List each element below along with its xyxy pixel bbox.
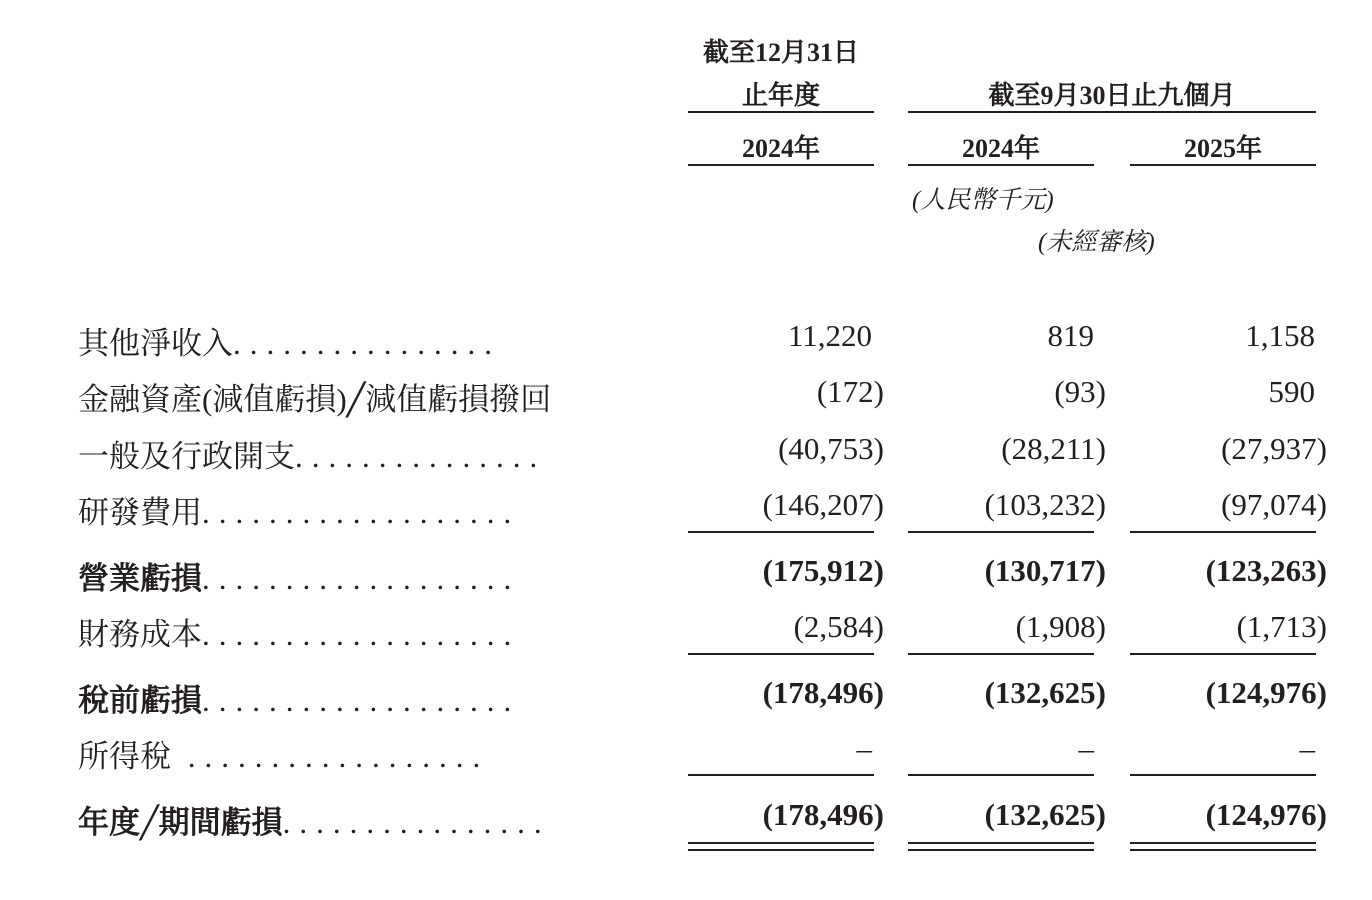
- value-finance-costs-2024-9m: [912, 609, 1106, 645]
- row-label-text: 稅前虧損: [78, 683, 202, 718]
- value-finance-costs-2025-9m: [1133, 609, 1327, 645]
- value-text: (123,263): [1205, 553, 1327, 588]
- row-label-text: 一般及行政開支: [78, 439, 295, 474]
- subtotal-rule: [908, 531, 1094, 533]
- value-rnd-2024-9m: [912, 487, 1106, 523]
- row-label-loss-before-tax: [78, 675, 520, 720]
- col1-title-line1: 截至12月31日: [702, 38, 859, 67]
- total-double-rule-bottom: [908, 849, 1094, 851]
- subtotal-rule: [1130, 653, 1316, 655]
- col1-title-line2: 止年度: [741, 81, 820, 110]
- value-other-net-income-2025-9m: 1,158: [1245, 318, 1315, 353]
- value-text: (1,713): [1236, 609, 1327, 644]
- col2-year: 2024年: [961, 134, 1040, 163]
- row-label-text: 所得稅: [78, 739, 171, 774]
- leader-dots: ...................: [202, 495, 521, 530]
- row-label-text: 財務成本: [78, 617, 202, 652]
- row-label-impairment: [78, 374, 551, 419]
- value-text: (146,207): [762, 487, 884, 522]
- value-operating-loss-2024-9m: [912, 553, 1106, 589]
- leader-dots: ..................: [171, 739, 490, 774]
- value-text: (175,912): [762, 553, 884, 588]
- subtotal-rule: [908, 774, 1094, 776]
- total-double-rule-top: [688, 842, 874, 844]
- subtotal-rule: [688, 531, 874, 533]
- value-text: (178,496): [762, 675, 884, 710]
- value-text: (130,717): [984, 553, 1106, 588]
- value-admin-2024-9m: [912, 431, 1106, 467]
- leader-dots: ...................: [202, 617, 521, 652]
- value-text: (132,625): [984, 797, 1106, 832]
- total-double-rule-bottom: [1130, 849, 1316, 851]
- subtotal-rule: [1130, 531, 1316, 533]
- value-other-net-income-2024fy: 11,220: [787, 318, 872, 353]
- row-label-admin-expenses: [78, 431, 546, 476]
- group-title-rule: [908, 111, 1316, 113]
- col3-year: 2025年: [1183, 134, 1262, 163]
- value-loss-before-tax-2024fy: [690, 675, 884, 711]
- value-operating-loss-2024fy: [690, 553, 884, 589]
- value-loss-before-tax-2025-9m: [1133, 675, 1327, 711]
- value-admin-2025-9m: [1133, 431, 1327, 467]
- value-finance-costs-2024fy: [690, 609, 884, 645]
- value-operating-loss-2025-9m: [1133, 553, 1327, 589]
- subtotal-rule: [688, 653, 874, 655]
- value-text: (28,211): [1001, 431, 1106, 466]
- leader-dots: ...................: [202, 561, 521, 596]
- value-text: (93): [1054, 374, 1106, 409]
- leader-dots: ................: [233, 326, 501, 361]
- value-income-tax-2024fy: –: [856, 731, 872, 766]
- group-title: 截至9月30日止九個月: [988, 81, 1236, 110]
- value-text: (27,937): [1221, 431, 1327, 466]
- value-impairment-2024fy: [690, 374, 884, 410]
- col3-year-rule: [1130, 164, 1316, 166]
- currency-note: (人民幣千元): [912, 187, 1054, 214]
- row-label-loss-for-period: [78, 797, 551, 842]
- value-income-tax-2025-9m: –: [1299, 731, 1315, 766]
- leader-dots: ................: [282, 805, 551, 840]
- value-impairment-2025-9m: 590: [1268, 374, 1315, 409]
- value-other-net-income-2024-9m: 819: [1047, 318, 1094, 353]
- value-text: (1,908): [1015, 609, 1106, 644]
- value-text: (97,074): [1221, 487, 1327, 522]
- value-rnd-2025-9m: [1133, 487, 1327, 523]
- row-label-text: 金融資產(減值虧損)╱減值虧損撥回: [78, 382, 552, 417]
- value-text: (124,976): [1205, 797, 1327, 832]
- value-rnd-2024fy: [690, 487, 884, 523]
- row-label-text: 年度╱期間虧損: [78, 805, 283, 840]
- subtotal-rule: [1130, 774, 1316, 776]
- value-text: (172): [816, 374, 884, 409]
- value-impairment-2024-9m: [912, 374, 1106, 410]
- value-text: (2,584): [793, 609, 884, 644]
- value-loss-for-period-2025-9m: [1133, 797, 1327, 833]
- col1-year: 2024年: [741, 134, 820, 163]
- value-admin-2024fy: [690, 431, 884, 467]
- value-text: (124,976): [1205, 675, 1327, 710]
- value-text: (40,753): [778, 431, 884, 466]
- row-label-text: 其他淨收入: [78, 326, 233, 361]
- row-label-operating-loss: [78, 553, 520, 598]
- row-label-other-net-income: [78, 318, 501, 363]
- subtotal-rule: [908, 653, 1094, 655]
- unaudited-note: (未經審核): [1038, 229, 1155, 256]
- col1-title-rule: [688, 111, 874, 113]
- leader-dots: ...................: [202, 683, 521, 718]
- value-loss-for-period-2024-9m: [912, 797, 1106, 833]
- leader-dots: ...............: [295, 439, 547, 474]
- row-label-rnd-expenses: [78, 487, 520, 532]
- value-income-tax-2024-9m: –: [1078, 731, 1094, 766]
- total-double-rule-bottom: [688, 849, 874, 851]
- row-label-finance-costs: [78, 609, 520, 654]
- value-text: (178,496): [762, 797, 884, 832]
- subtotal-rule: [688, 774, 874, 776]
- row-label-text: 研發費用: [78, 495, 202, 530]
- row-label-income-tax: [78, 731, 489, 776]
- value-loss-for-period-2024fy: [690, 797, 884, 833]
- row-label-text: 營業虧損: [78, 561, 202, 596]
- total-double-rule-top: [1130, 842, 1316, 844]
- value-text: (132,625): [984, 675, 1106, 710]
- value-loss-before-tax-2024-9m: [912, 675, 1106, 711]
- col2-year-rule: [908, 164, 1094, 166]
- value-text: (103,232): [984, 487, 1106, 522]
- col1-year-rule: [688, 164, 874, 166]
- total-double-rule-top: [908, 842, 1094, 844]
